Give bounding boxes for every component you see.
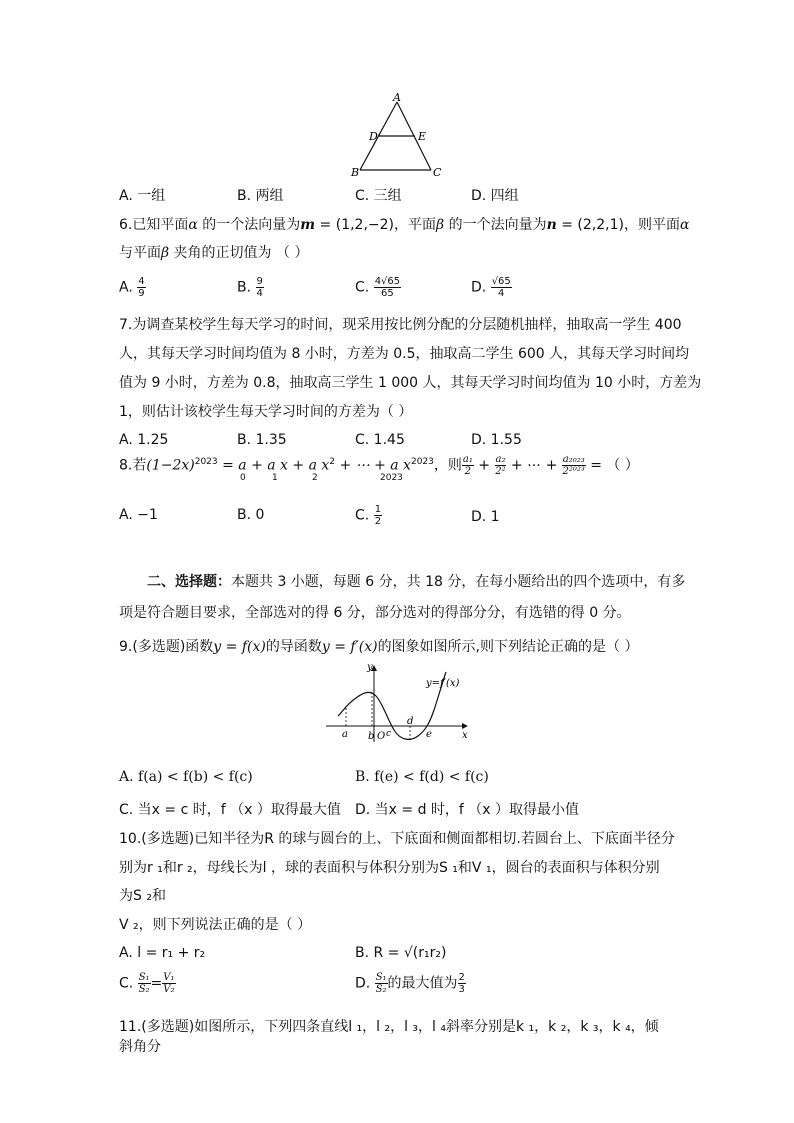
q7-option-b[interactable]: B. 1.35: [237, 432, 287, 448]
q8-rhs: = a + a x + a x: [217, 457, 330, 474]
q8-exponent: 2023: [194, 456, 218, 467]
q6-option-b[interactable]: [237, 276, 264, 299]
option-letter: D.: [355, 975, 371, 992]
q6-beta: β: [436, 217, 445, 233]
numerator: a₂₀₂₃: [562, 454, 585, 465]
q7-stem-line2: 人，其每天学习时间均值为 8 小时，方差为 0.5，抽取高二学生 600 人，其每天学习时间均: [119, 346, 690, 362]
x-axis-arrow: [462, 723, 468, 729]
label-curve: y=f′(x): [426, 678, 460, 689]
denominator: 2²: [495, 466, 506, 477]
q10-stem-line2: 别为r ₁和r ₂，母线长为l ，球的表面积与体积分别为S ₁和V ₁，圆台的表面积与体积分别: [119, 860, 660, 876]
q7-stem-line4: 1，则估计该校学生每天学习时间的方差为（ ）: [119, 404, 413, 420]
subscript: 2023: [380, 473, 403, 483]
equals: =: [150, 975, 163, 992]
q9-text: 9.(多选题)函数: [119, 639, 214, 655]
q8-square: 2: [329, 456, 335, 467]
section-title: 二、选择题：: [147, 574, 231, 590]
label-c: C: [433, 166, 442, 179]
q9-func: y = f(x): [213, 639, 266, 655]
q7-option-d[interactable]: D. 1.55: [471, 432, 522, 448]
q7-stem-line3: 值为 9 小时，方差为 0.8，抽取高三学生 1 000 人，其每天学习时间均值为 10 小时，方差为: [119, 375, 702, 391]
subscript: 1: [272, 473, 278, 483]
q6-m-vector: m: [300, 217, 316, 233]
q6-stem-line2: [119, 242, 308, 262]
q6-text: 与平面: [119, 245, 161, 261]
numerator: √65: [491, 276, 511, 287]
fraction: [562, 454, 586, 477]
q8-option-c[interactable]: [355, 504, 382, 527]
numerator: a₁: [462, 454, 473, 465]
q6-option-c[interactable]: [355, 276, 401, 299]
numerator: 4: [138, 276, 145, 287]
numerator: a₂: [495, 454, 506, 465]
denominator: V₂: [163, 984, 175, 995]
q6-m-value: = (1,2,−2)，平面: [315, 217, 437, 233]
q8-tail: = （ ）: [585, 457, 639, 474]
q8-stem: [119, 454, 639, 488]
q6-text: 夹角的正切值为 （ ）: [169, 245, 309, 261]
q9-option-c[interactable]: C. 当x = c 时，f （x ）取得最大值: [119, 802, 341, 818]
q9-text: 的图象如图所示,则下列结论正确的是（ ）: [377, 639, 639, 655]
label-a: a: [342, 729, 348, 740]
section-2-header: [147, 571, 685, 591]
q5-option-b[interactable]: B. 两组: [237, 188, 284, 204]
derivative-graph: [322, 660, 472, 745]
q11-stem-line2: 斜角分: [119, 1039, 161, 1055]
q8-option-b[interactable]: B. 0: [237, 507, 265, 523]
option-letter: A.: [119, 279, 133, 296]
label-d: d: [407, 716, 414, 727]
q6-alpha: α: [679, 217, 690, 233]
denominator: 2²⁰²³: [562, 466, 585, 477]
fraction: [462, 454, 474, 477]
label-d: D: [369, 130, 378, 143]
numerator: S₁: [138, 972, 150, 983]
q6-n-value: = (2,2,1)，则平面: [556, 217, 680, 233]
label-b: B: [351, 166, 360, 179]
q6-alpha: α: [188, 217, 198, 233]
label-y: y: [367, 662, 373, 673]
q10-stem-line4: V ₂，则下列说法正确的是（ ）: [119, 917, 312, 933]
q6-option-a[interactable]: [119, 276, 146, 299]
q9-option-a[interactable]: A. f(a) < f(b) < f(c): [119, 769, 253, 785]
fraction: [138, 972, 151, 995]
label-x: x: [462, 730, 468, 741]
q10-stem-line1: 10.(多选题)已知半径为R 的球与圆台的上、下底面和侧面都相切.若圆台上、下底面半径分: [119, 831, 675, 847]
q6-n-vector: n: [546, 217, 557, 233]
q9-option-b[interactable]: B. f(e) < f(d) < f(c): [355, 769, 489, 785]
q6-option-d[interactable]: [471, 276, 512, 299]
fraction: [375, 972, 388, 995]
numerator: 4√65: [374, 276, 401, 287]
fraction: [491, 276, 512, 299]
q10-option-d[interactable]: [355, 972, 466, 995]
option-letter: C.: [355, 279, 370, 296]
q6-text: 6.已知平面: [119, 217, 189, 233]
subscript: 0: [240, 473, 246, 483]
numerator: 1: [374, 504, 382, 515]
q10-option-b[interactable]: B. R = √(r₁r₂): [355, 945, 447, 961]
q7-option-a[interactable]: A. 1.25: [119, 432, 169, 448]
denominator: 2: [374, 516, 382, 527]
q6-text: 的一个法向量为: [197, 217, 301, 233]
numerator: 2: [458, 972, 465, 983]
denominator: 9: [138, 288, 145, 299]
option-letter: C.: [119, 975, 134, 992]
label-b: b: [368, 731, 375, 742]
q5-option-c[interactable]: C. 三组: [355, 188, 402, 204]
denominator: 3: [458, 984, 465, 995]
q8-prefix: 8.若: [119, 457, 147, 474]
q8-option-d[interactable]: D. 1: [471, 509, 500, 525]
q11-stem-line1: 11.(多选题)如图所示，下列四条直线l ₁，l ₂，l ₃，l ₄斜率分别是k ₁，k ₂，k ₃，k ₄，倾: [119, 1019, 659, 1035]
denominator: 4: [256, 288, 263, 299]
fraction: [458, 972, 466, 995]
denominator: 4: [498, 288, 505, 299]
q5-option-a[interactable]: A. 一组: [119, 188, 166, 204]
option-letter: C.: [355, 507, 370, 524]
label-c: c: [386, 729, 392, 739]
fraction: [162, 972, 175, 995]
q9-text: 的导函数: [265, 639, 322, 655]
q8-exponent: 2023: [410, 456, 434, 467]
section-instructions: 本题共 3 小题，每题 6 分，共 18 分，在每小题给出的四个选项中，有多: [231, 574, 686, 590]
q8-mid: ，则: [433, 457, 462, 474]
q8-option-a[interactable]: A. −1: [119, 507, 158, 523]
label-a: A: [393, 92, 401, 104]
denominator: S₂: [138, 984, 150, 995]
fraction: [495, 454, 507, 477]
dots: + ⋯ +: [506, 457, 562, 474]
label-e: e: [426, 729, 432, 740]
label-o: O: [377, 731, 386, 742]
q9-option-d[interactable]: D. 当x = d 时，f （x ）取得最小值: [355, 802, 580, 818]
q7-option-c[interactable]: C. 1.45: [355, 432, 405, 448]
option-letter: B.: [237, 279, 252, 296]
q6-text: 的一个法向量为: [444, 217, 547, 233]
q5-option-d[interactable]: D. 四组: [471, 188, 519, 204]
section-2-instructions-line2: 项是符合题目要求，全部选对的得 6 分，部分选对的得部分分，有选错的得 0 分。: [119, 605, 631, 621]
q6-stem-line1: [119, 214, 689, 234]
option-letter: D.: [471, 279, 487, 296]
plus: +: [473, 457, 495, 474]
q7-stem-line1: 7.为调查某校学生每天学习的时间，现采用按比例分配的分层随机抽样，抽取高一学生 400: [119, 317, 682, 333]
q6-beta: β: [161, 245, 170, 261]
q10-stem-line3: 为S ₂和: [119, 888, 166, 904]
fraction: [256, 276, 264, 299]
fraction: [137, 276, 145, 299]
denominator: S₂: [375, 984, 387, 995]
q9-stem: [119, 636, 638, 656]
q10-option-c[interactable]: [119, 972, 176, 995]
q8-rhs2: + ⋯ + a x: [335, 457, 411, 474]
triangle-figure: [345, 92, 450, 180]
denominator: 2: [464, 466, 472, 477]
numerator: V₁: [163, 972, 175, 983]
q9-derivative: y = f′(x): [321, 639, 378, 655]
subscript: 2: [312, 473, 318, 483]
q8-expr: (1−2x): [146, 457, 195, 474]
option-text: 的最大值为: [387, 975, 458, 992]
label-e: E: [418, 130, 427, 143]
numerator: 9: [256, 276, 263, 287]
fraction: [374, 276, 401, 299]
numerator: S₁: [375, 972, 387, 983]
fraction: [374, 504, 382, 527]
denominator: 65: [381, 288, 394, 299]
q10-option-a[interactable]: A. l = r₁ + r₂: [119, 945, 206, 961]
